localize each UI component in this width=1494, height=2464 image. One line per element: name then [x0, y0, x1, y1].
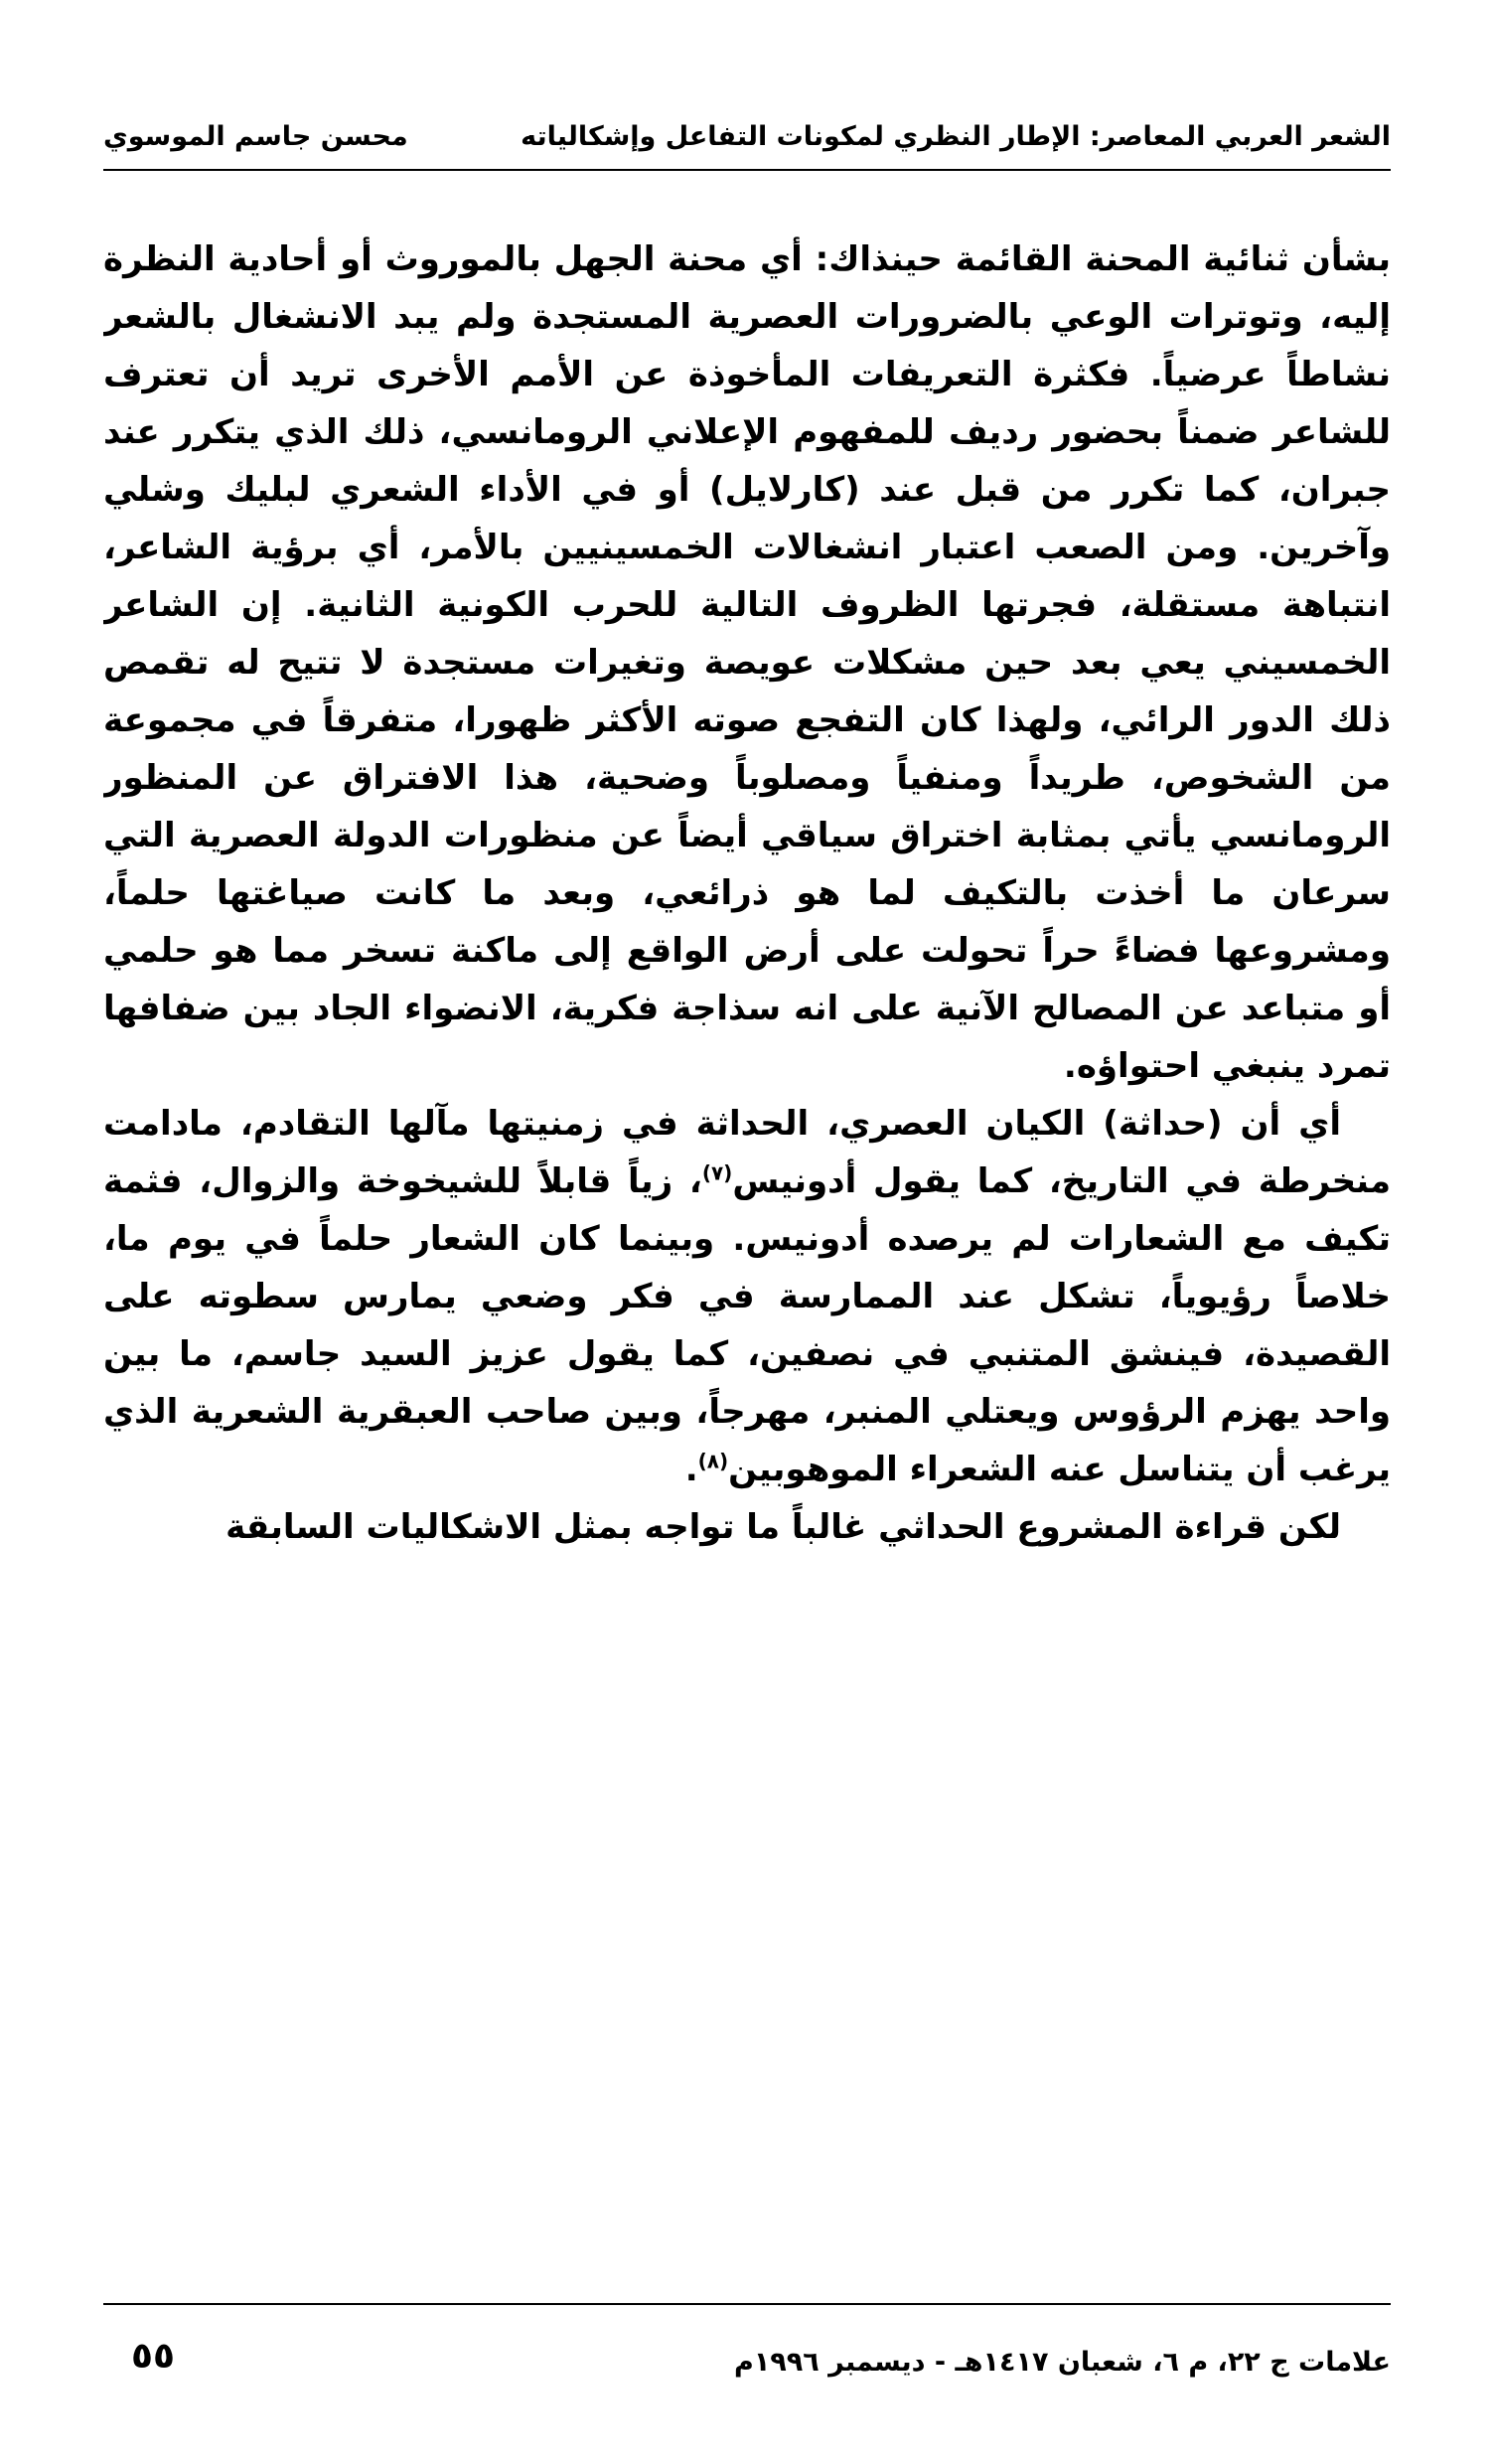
footer-divider: [103, 2303, 1391, 2305]
article-body: [103, 231, 1391, 2277]
footnote-ref-8[interactable]: (٨): [697, 1449, 729, 1473]
paragraph-2-text-a: أي أن (حداثة) الكيان العصري، الحداثة في زمنيتها مآلها التقادم، مادامت منخرطة في التاريخ، كما يقول أدونيس: [103, 1104, 1391, 1201]
running-title: الشعر العربي المعاصر: الإطار النظري لمكونات التفاعل وإشكالياته: [521, 121, 1391, 152]
page-header: [103, 107, 1391, 167]
footnote-ref-7[interactable]: (٧): [701, 1160, 733, 1185]
paragraph-1: بشأن ثنائية المحنة القائمة حينذاك: أي محنة الجهل بالموروث أو أحادية النظرة إليه، وتوترات الوعي بالضرورات العصرية المستجدة ولم يبد الانشغال بالشعر نشاطاً عرضياً. فكثرة التعريفات المأخوذة عن الأمم الأخرى تريد أن تعترف للشاعر ضمناً بحضور رديف للمفهوم الإعلاني الرومانسي، ذلك الذي يتكرر عند جبران، كما تكرر من قبل عند (كارلايل) أو في الأداء الشعري لبليك وشلي وآخرين. ومن الصعب اعتبار انشغالات الخمسينيين بالأمر، أي برؤية الشاعر، انتباهة مستقلة، فجرتها الظروف التالية للحرب الكونية الثانية. إن الشاعر الخمسيني يعي بعد حين مشكلات عويصة وتغيرات مستجدة لا تتيح له تقمص ذلك الدور الرائي، ولهذا كان التفجع صوته الأكثر ظهورا، متفرقاً في مجموعة من الشخوص، طريداً ومنفياً ومصلوباً وضحية، هذا الافتراق عن المنظور الرومانسي يأتي بمثابة اختراق سياقي أيضاً عن منظورات الدولة العصرية التي سرعان ما أخذت بالتكيف لما هو ذرائعي، وبعد ما كانت صياغتها حلماً، ومشروعها فضاءً حراً تحولت على أرض الواقع إلى ماكنة تسخر مما هو حلمي أو متباعد عن المصالح الآنية على انه سذاجة فكرية، الانضواء الجاد بين ضفافها تمرد ينبغي احتواؤه.: [103, 239, 1391, 1086]
paragraph-2-text-c: .: [684, 1450, 698, 1489]
header-divider: [103, 169, 1391, 171]
paragraph-2: [103, 1095, 1391, 1498]
running-author: محسن جاسم الموسوي: [103, 121, 408, 152]
paragraph-3: لكن قراءة المشروع الحداثي غالباً ما تواجه بمثل الاشكاليات السابقة: [225, 1507, 1341, 1547]
page-footer: [103, 2333, 1391, 2392]
paragraph-2-text-b: ، زياً قابلاً للشيخوخة والزوال، فثمة تكيف مع الشعارات لم يرصده أدونيس. وبينما كان الشعار حلماً في يوم ما، خلاصاً رؤيوياً، تشكل عند الممارسة في فكر وضعي يمارس سطوته على القصيدة، فينشق المتنبي في نصفين، كما يقول عزيز السيد جاسم، ما بين واحد يهزم الرؤوس ويعتلي المنبر، مهرجاً، وبين صاحب العبقرية الشعرية الذي يرغب أن يتناسل عنه الشعراء الموهوبين: [103, 1161, 1391, 1489]
issue-info: علامات ج ٢٢، م ٦، شعبان ١٤١٧هـ - ديسمبر ١٩٩٦م: [734, 2347, 1391, 2378]
page-number: ٥٥: [131, 2336, 175, 2377]
